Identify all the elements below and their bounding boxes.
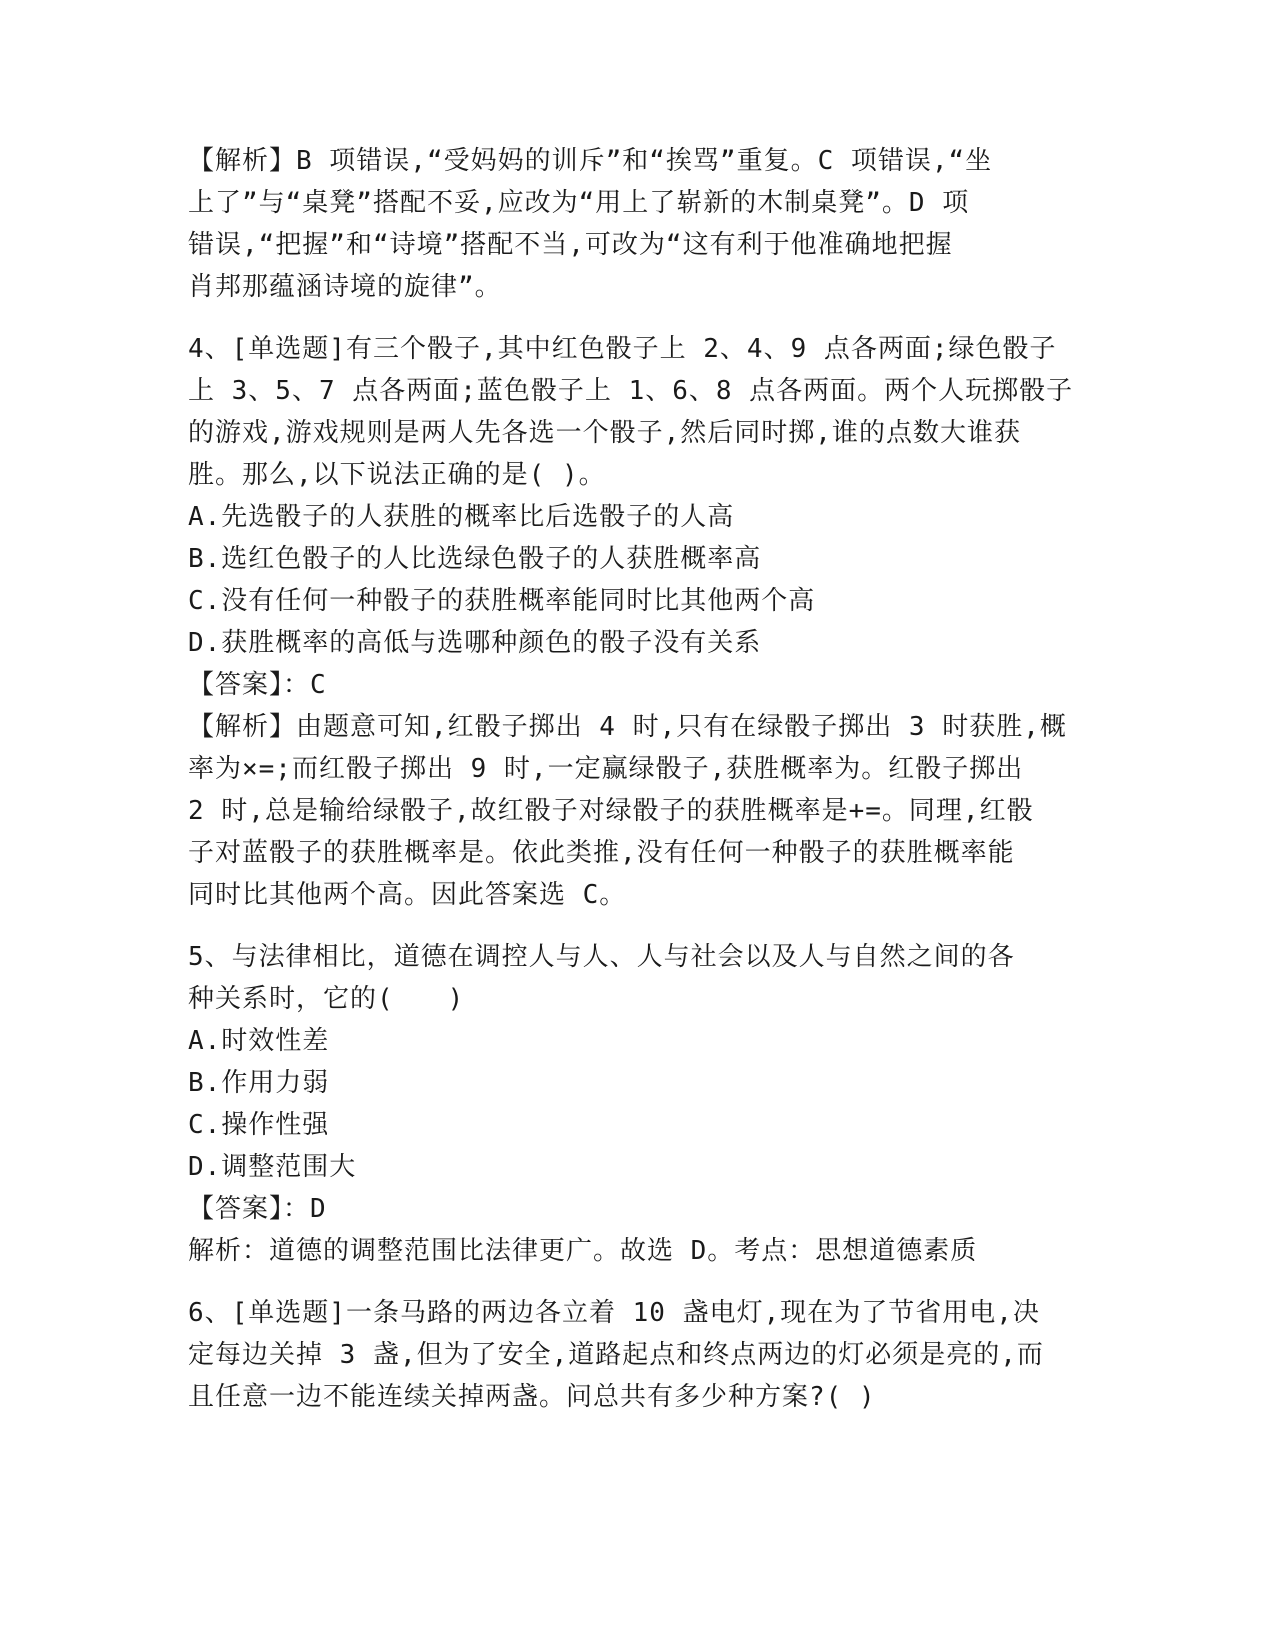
analysis-line: 【解析】B 项错误,“受妈妈的训斥”和“挨骂”重复。C 项错误,“坐 (188, 146, 993, 176)
question-5-analysis: 解析：道德的调整范围比法律更广。故选 D。考点：思想道德素质 (188, 1236, 978, 1266)
question-4-analysis: 2 时,总是输给绿骰子,故红骰子对绿骰子的获胜概率是+=。同理,红骰 (188, 796, 1034, 826)
question-6-text: 定每边关掉 3 盏,但为了安全,道路起点和终点两边的灯必须是亮的,而 (188, 1340, 1044, 1370)
question-5-option-a: A.时效性差 (188, 1026, 330, 1056)
question-4-analysis: 【解析】由题意可知,红骰子掷出 4 时,只有在绿骰子掷出 3 时获胜,概 (188, 712, 1067, 742)
question-4-analysis: 率为×=;而红骰子掷出 9 时,一定赢绿骰子,获胜概率为。红骰子掷出 (188, 754, 1024, 784)
question-6-text: 且任意一边不能连续关掉两盏。问总共有多少种方案?( ) (188, 1382, 876, 1412)
question-4-option-b: B.选红色骰子的人比选绿色骰子的人获胜概率高 (188, 544, 762, 574)
question-4-text: 胜。那么,以下说法正确的是( )。 (188, 460, 606, 490)
question-4-option-c: C.没有任何一种骰子的获胜概率能同时比其他两个高 (188, 586, 816, 616)
question-4-text: 的游戏,游戏规则是两人先各选一个骰子,然后同时掷,谁的点数大谁获 (188, 418, 1021, 448)
question-4-analysis: 子对蓝骰子的获胜概率是。依此类推,没有任何一种骰子的获胜概率能 (188, 838, 1015, 868)
question-5-option-c: C.操作性强 (188, 1110, 330, 1140)
question-4-option-d: D.获胜概率的高低与选哪种颜色的骰子没有关系 (188, 628, 762, 658)
analysis-line: 上了”与“桌凳”搭配不妥,应改为“用上了崭新的木制桌凳”。D 项 (188, 188, 970, 218)
analysis-line: 错误,“把握”和“诗境”搭配不当,可改为“这有利于他准确地把握 (188, 230, 953, 260)
question-4-text: 上 3、5、7 点各两面;蓝色骰子上 1、6、8 点各两面。两个人玩掷骰子 (188, 376, 1074, 406)
question-5-answer: 【答案】：D (188, 1194, 327, 1224)
question-6-text: 6、[单选题]一条马路的两边各立着 10 盏电灯,现在为了节省用电,决 (188, 1298, 1040, 1328)
question-5-text: 种关系时，它的( ) (188, 984, 465, 1014)
question-5-text: 5、与法律相比，道德在调控人与人、人与社会以及人与自然之间的各 (188, 942, 1015, 972)
analysis-line: 肖邦那蕴涵诗境的旋律”。 (188, 272, 502, 302)
question-4-answer: 【答案】：C (188, 670, 327, 700)
question-5-option-d: D.调整范围大 (188, 1152, 357, 1182)
question-5-option-b: B.作用力弱 (188, 1068, 330, 1098)
question-4-option-a: A.先选骰子的人获胜的概率比后选骰子的人高 (188, 502, 735, 532)
question-4-text: 4、[单选题]有三个骰子,其中红色骰子上 2、4、9 点各两面;绿色骰子 (188, 334, 1057, 364)
question-4-analysis: 同时比其他两个高。因此答案选 C。 (188, 880, 627, 910)
